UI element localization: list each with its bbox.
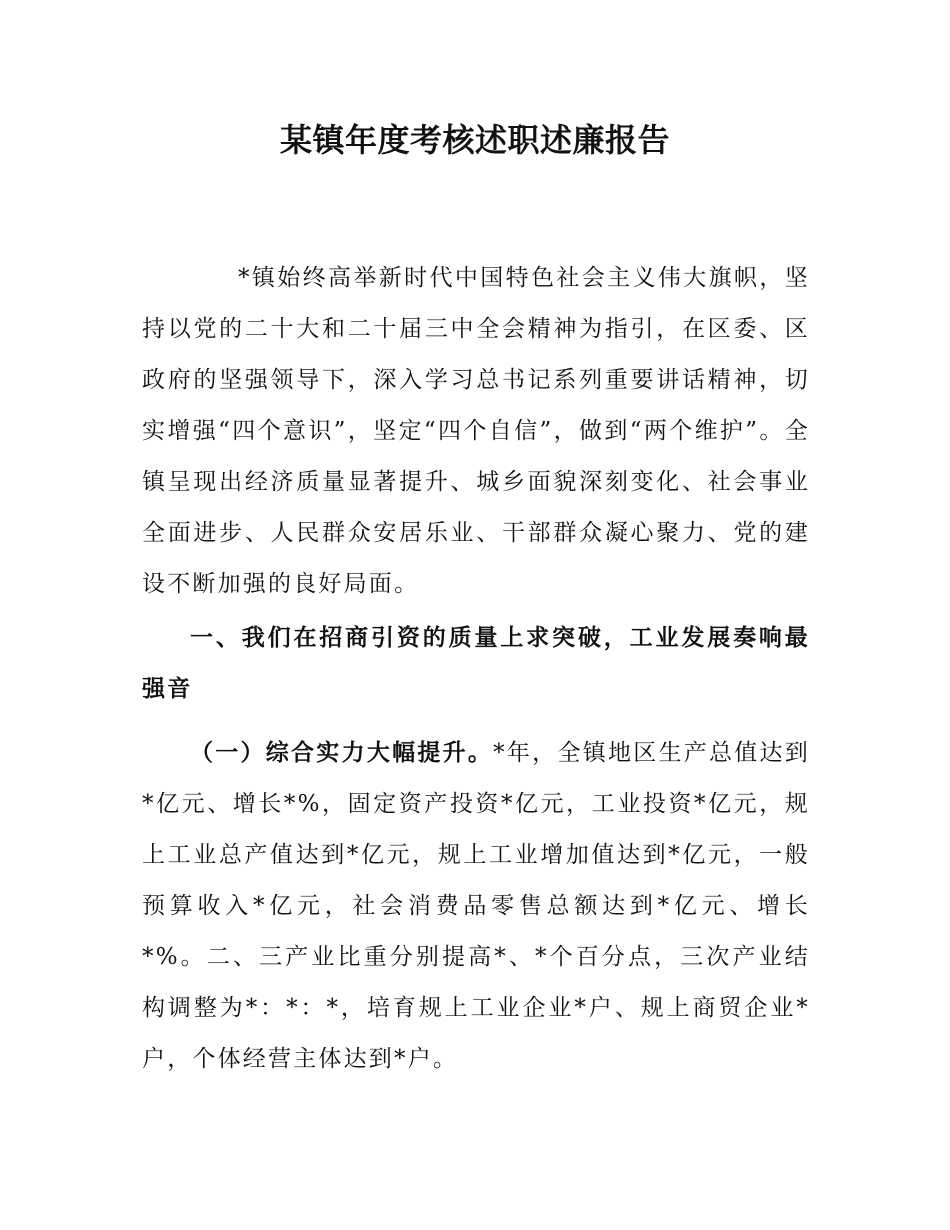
subsection-lead: （一）综合实力大幅提升。 [190,740,494,766]
subsection-paragraph [142,728,810,1085]
section-heading: 一、我们在招商引资的质量上求突破，工业发展奏响最强音 [142,625,810,702]
subsection-body: *年，全镇地区生产总值达到*亿元、增长*%，固定资产投资*亿元，工业投资*亿元，规上工业总产值达到*亿元，规上工业增加值达到*亿元，一般预算收入*亿元，社会消费品零售总额达到*亿元、增长*%。二、三产业比重分别提高*、*个百分点，三次产业结构调整为*：*：*，培育规上工业企业*户、规上商贸企业*户，个体经营主体达到*户。 [142,740,810,1072]
document-title: 某镇年度考核述职述廉报告 [279,121,670,159]
intro-paragraph: *镇始终高举新时代中国特色社会主义伟大旗帜，坚持以党的二十大和二十届三中全会精神为指引，在区委、区政府的坚强领导下，深入学习总书记系列重要讲话精神，切实增强“四个意识”，坚定“四个自信”，做到“两个维护”。全镇呈现出经济质量显著提升、城乡面貌深刻变化、社会事业全面进步、人民群众安居乐业、干部群众凝心聚力、党的建设不断加强的良好局面。 [142,265,810,597]
